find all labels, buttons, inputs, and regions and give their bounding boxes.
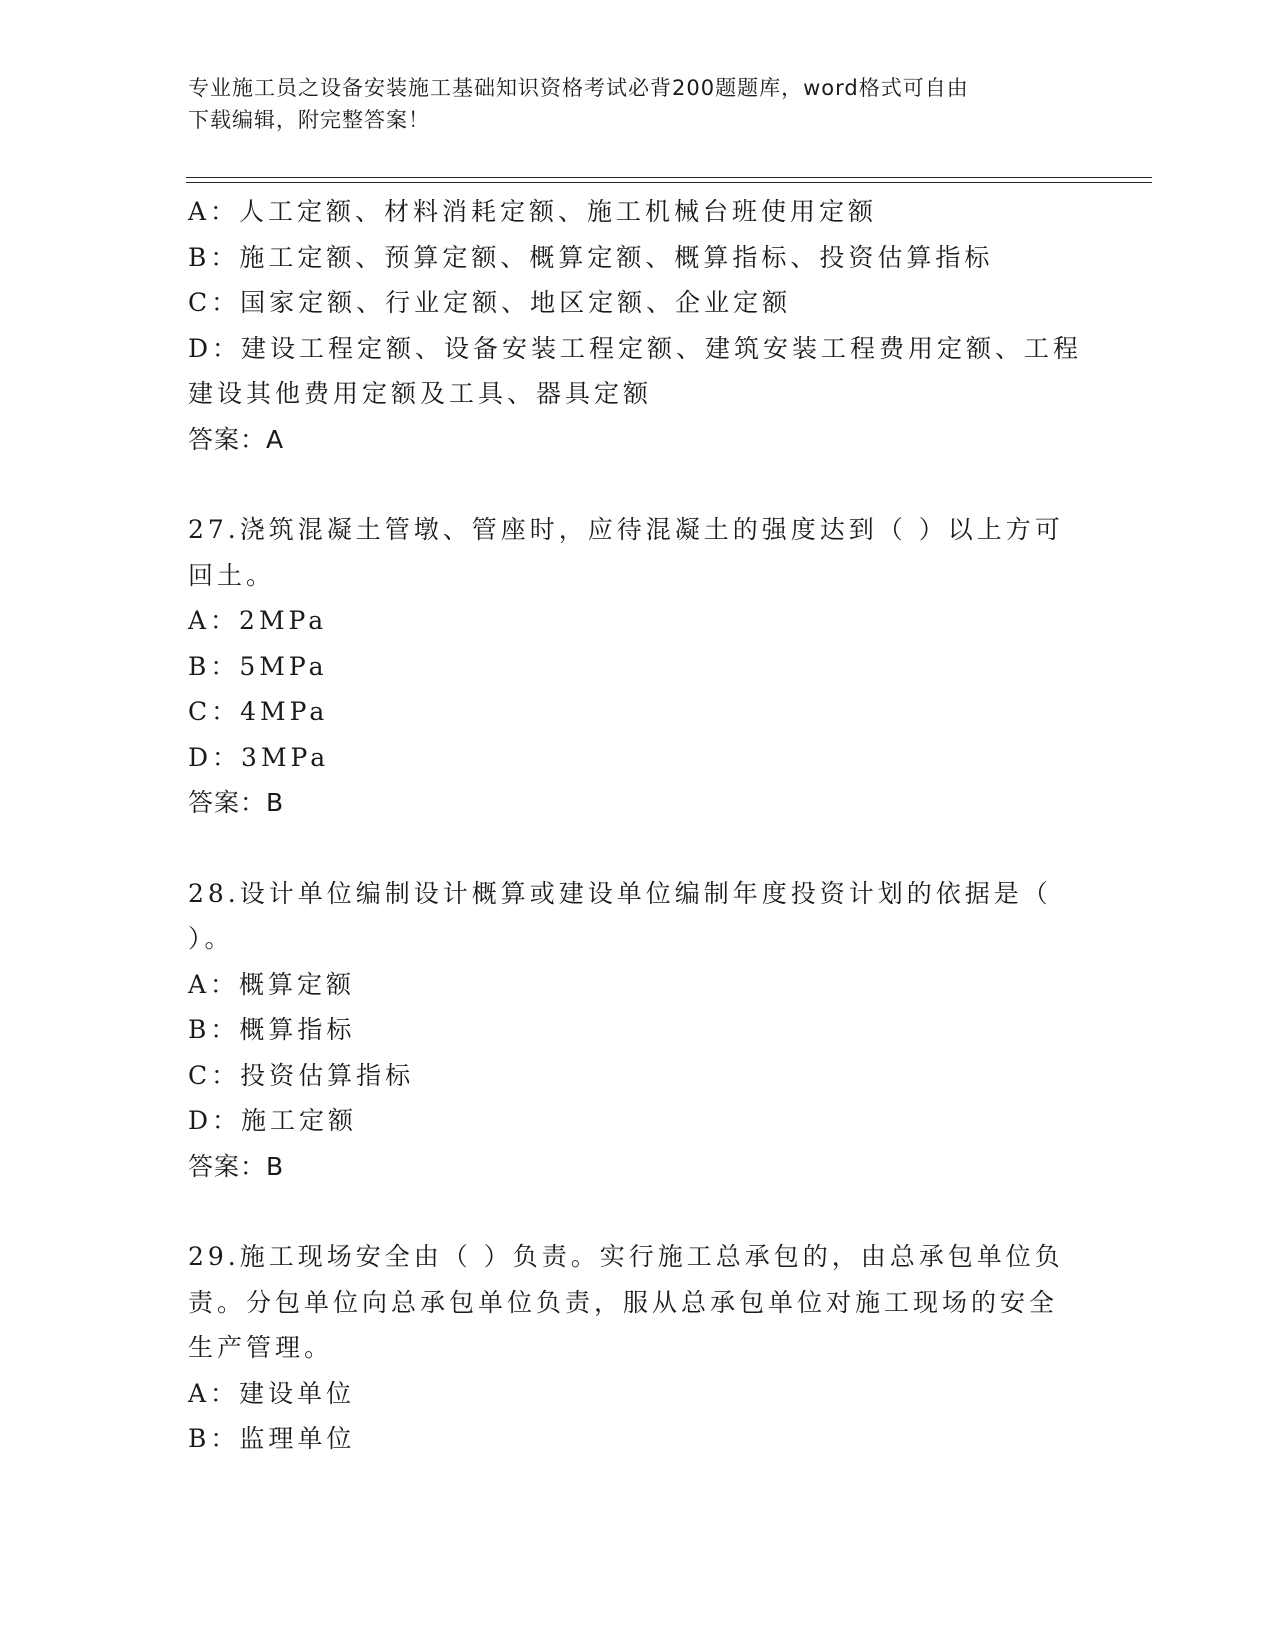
option-a: A：2MPa — [188, 606, 328, 635]
option-b: B：施工定额、预算定额、概算定额、概算指标、投资估算指标 — [188, 242, 994, 272]
answer: 答案：B — [188, 1151, 285, 1181]
option-b: B：5MPa — [188, 651, 328, 681]
document-header — [188, 72, 1068, 136]
option-d: D：3MPa — [188, 742, 330, 772]
header-line-2: 下载编辑，附完整答案！ — [188, 108, 430, 132]
question-text-continued: ）。 — [188, 924, 234, 953]
option-b: B：概算指标 — [188, 1015, 356, 1044]
option-d: D：施工定额 — [188, 1106, 358, 1135]
option-a: A：概算定额 — [188, 969, 356, 999]
question-text-continued: 责。分包单位向总承包单位负责，服从总承包单位对施工现场的安全 — [188, 1287, 1059, 1317]
header-line-1: 专业施工员之设备安装施工基础知识资格考试必背200题题库，word格式可自由 — [188, 76, 969, 100]
option-b: B：监理单位 — [188, 1424, 356, 1453]
option-c: C：国家定额、行业定额、地区定额、企业定额 — [188, 288, 792, 317]
header-rule-top — [186, 177, 1152, 178]
question-28-block — [188, 871, 1088, 1190]
question-text-continued: 生产管理。 — [188, 1333, 334, 1362]
option-d: D：建设工程定额、设备安装工程定额、建筑安装工程费用定额、工程 — [188, 333, 1083, 363]
option-c: C：4MPa — [188, 697, 329, 726]
question-text: 28.设计单位编制设计概算或建设单位编制年度投资计划的依据是（ — [188, 878, 1052, 908]
option-a: A：建设单位 — [188, 1378, 356, 1408]
question-text-continued: 回土。 — [188, 560, 276, 590]
answer: 答案：A — [188, 424, 285, 454]
question-27-block — [188, 507, 1088, 826]
question-26-block — [188, 189, 1088, 462]
option-a: A：人工定额、材料消耗定额、施工机械台班使用定额 — [188, 197, 878, 226]
answer: 答案：B — [188, 788, 285, 817]
question-text: 27.浇筑混凝土管墩、管座时，应待混凝土的强度达到（ ）以上方可 — [188, 515, 1064, 544]
header-rule-bottom — [186, 182, 1152, 183]
question-29-block — [188, 1234, 1088, 1462]
document-body — [188, 189, 1088, 1462]
option-c: C：投资估算指标 — [188, 1060, 415, 1090]
question-text: 29.施工现场安全由（ ）负责。实行施工总承包的，由总承包单位负 — [188, 1242, 1064, 1271]
option-d-continued: 建设其他费用定额及工具、器具定额 — [188, 379, 653, 408]
